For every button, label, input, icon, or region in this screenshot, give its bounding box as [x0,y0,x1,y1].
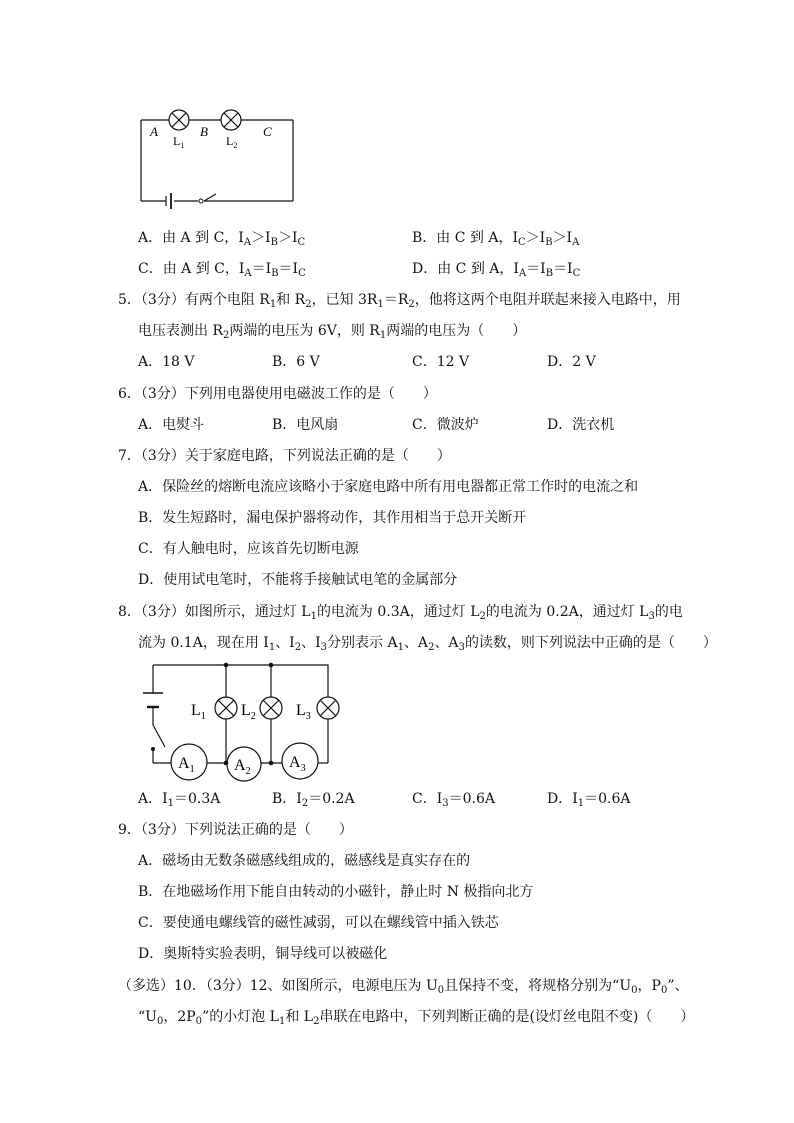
q7-option-a[interactable]: A．保险丝的熔断电流应该略小于家庭电路中所有用电器都正常工作时的电流之和 [138,479,639,495]
lamp-L1-label: $L_1$ [173,134,185,150]
junction-dot-top-2 [269,663,274,668]
q5-option-b[interactable]: B．6 V [272,354,320,370]
q9-option-c[interactable]: C．要使通电螺线管的磁性减弱，可以在螺线管中插入铁芯 [138,915,499,931]
q5-stem-line1: 5．（3分）有两个电阻 $R_1$和 $R_2$，已知 $3R_1=R_2$，他将这两个电阻并联起来接入电路中，用 [118,292,681,310]
q8-option-b[interactable]: B．$I_2=0.2A$ [272,791,355,809]
q8-option-c[interactable]: C．$I_3=0.6A$ [412,791,495,809]
switch-contact [151,747,155,751]
q6-option-c[interactable]: C．微波炉 [412,417,479,433]
junction-dot-bottom-2 [269,761,274,766]
lamp-L1-symbol [215,697,237,719]
ammeter-A3-symbol [282,743,318,779]
ammeter-A1-symbol [171,744,207,780]
q5-option-c[interactable]: C．12 V [412,354,470,370]
q7-stem: 7．（3分）关于家庭电路，下列说法正确的是（ ） [118,448,451,464]
q10-stem-line2: “$U_0$，$2P_0$”的小灯泡 $L_1$和 $L_2$串联在电路中，下列判断正确的是(设灯丝电阻不变)（ ） [138,1009,695,1027]
q10-stem-line1: （多选）10．（3分）12、如图所示，电源电压为 $U_0$且保持不变，将规格分别为“$U_0$，$P_0$”、 [118,978,689,996]
q6-option-d[interactable]: D．洗衣机 [547,417,615,433]
q9-option-b[interactable]: B．在地磁场作用下能自由转动的小磁针，静止时 N 极指向北方 [138,884,534,900]
q7-option-c[interactable]: C．有人触电时，应该首先切断电源 [138,541,359,557]
q7-option-d[interactable]: D．使用试电笔时，不能将手接触试电笔的金属部分 [138,572,458,588]
q8-stem-line1: 8．（3分）如图所示，通过灯 $L_1$的电流为 0.3A，通过灯 $L_2$的电流为 0.2A，通过灯 $L_3$的电 [118,604,683,622]
point-A-label: A [150,124,158,139]
lamp-L2-label: $L_2$ [226,134,238,150]
q4-option-d[interactable]: D．由 C 到 A，$I_A=I_B=I_C$ [412,261,581,279]
q4-option-b[interactable]: B．由 C 到 A，$I_C>I_B>I_A$ [412,230,580,248]
q7-option-b[interactable]: B．发生短路时，漏电保护器将动作，其作用相当于总开关断开 [138,510,527,526]
lamp-L2-symbol [221,110,241,130]
point-C-label: C [263,124,272,139]
parallel-circuit-figure [135,655,355,785]
q8-option-d[interactable]: D．$I_1=0.6A$ [547,791,631,809]
ammeter-A2-symbol [227,747,261,781]
junction-dot-top [224,663,229,668]
q5-option-a[interactable]: A．18 V [138,354,195,370]
lamp-L3-label: $L_3$ [296,702,311,722]
svg-text:A2: $A_2$ [234,757,251,777]
lamp-L3-symbol [317,697,339,719]
q6-stem: 6．（3分）下列用电器使用电磁波工作的是（ ） [118,386,437,402]
q4-option-c[interactable]: C．由 A 到 C，$I_A=I_B=I_C$ [138,261,306,279]
switch-pivot [199,199,203,203]
series-circuit-figure [130,100,310,210]
lamp-L2-label: $L_2$ [241,702,256,722]
lamp-L1-label: $L_1$ [191,702,206,722]
q5-option-d[interactable]: D．2 V [547,354,596,370]
svg-text:A3: $A_3$ [289,754,306,774]
svg-text:A1: $A_1$ [178,755,195,775]
q5-stem-line2: 电压表测出 $R_2$两端的电压为 6V，则 $R_1$两端的电压为（ ） [138,323,527,341]
point-B-label: B [200,124,208,139]
q8-stem-line2: 流为 0.1A，现在用 $I_1$、$I_2$、$I_3$分别表示 $A_1$、$A_2$、$A_3$的读数，则下列说法中正确的是（ ） [138,635,717,653]
q9-option-d[interactable]: D．奥斯特实验表明，铜导线可以被磁化 [138,946,388,962]
q9-stem: 9．（3分）下列说法正确的是（ ） [118,822,353,838]
q6-option-b[interactable]: B．电风扇 [272,417,339,433]
q6-option-a[interactable]: A．电熨斗 [138,417,205,433]
q4-option-a[interactable]: A．由 A 到 C，$I_A>I_B>I_C$ [138,230,306,248]
lamp-L1-symbol [169,110,189,130]
lamp-L2-symbol [260,697,282,719]
q8-option-a[interactable]: A．$I_1=0.3A$ [138,791,221,809]
q9-option-a[interactable]: A．磁场由无数条磁感线组成的，磁感线是真实存在的 [138,853,471,869]
